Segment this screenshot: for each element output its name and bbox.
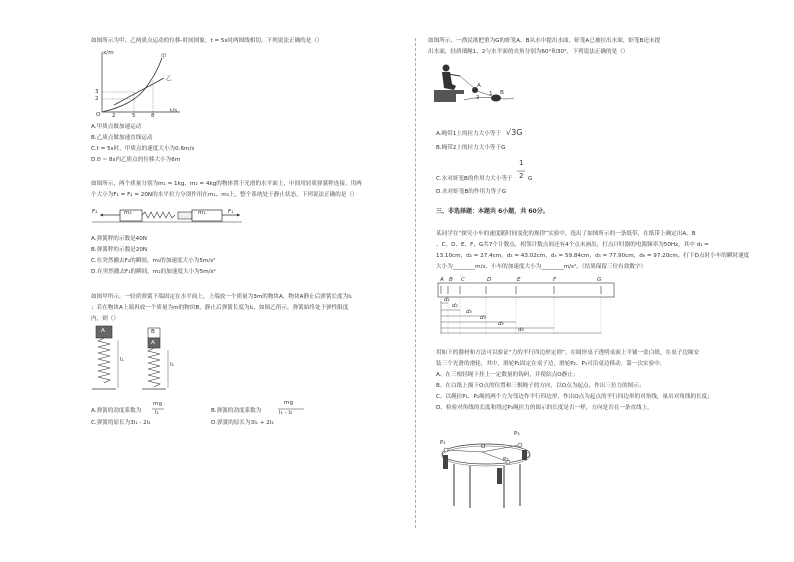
q6-step-d: D、检验对角线的长度和绕过P₃绳拉力的图示的长度是否一样，方向是否在一条直线上。 — [436, 405, 653, 411]
q1-tick-x2: 5 — [132, 113, 136, 119]
q6-step-c: C、以绳拉P₁、P₂绳的两个力为邻边作平行四边形，作出O点为起点的平行四边形的对角线，量出对角线的长度； — [436, 394, 713, 400]
q2-fig-f2: F₂ — [92, 209, 98, 215]
q4-option-c-numerator: 1 — [519, 159, 524, 167]
tape-d5: d₅ — [498, 321, 504, 327]
section-heading: 三、非选择题：本题共 6小题，共 60分。 — [436, 208, 549, 215]
tape-label-c: C — [461, 277, 465, 283]
q4-stem-line2: 出水面，轻质细绳1、2与水平面的夹角分别为60°和30°，下列说法正确的是（） — [428, 49, 629, 55]
q3-option-a: A.弹簧的劲度系数为 — [91, 408, 142, 414]
q4-fig-a: A — [477, 83, 481, 89]
tape-d4: d₄ — [480, 315, 486, 321]
q2-fig-f1: F₁ — [228, 209, 234, 215]
tape-d3: d₃ — [466, 309, 472, 315]
q1-tick-y2: 2 — [95, 96, 99, 102]
q6-table-figure — [436, 430, 536, 510]
q2-stem-line1: 如图所示，两个质量分别为m₁ = 1kg、m₂ = 4kg的物体置于光滑的水平面上，中间用轻质弹簧秤连接。用两 — [91, 181, 362, 187]
q1-option-b: B.乙质点做加速直线运动 — [91, 135, 153, 141]
q4-option-c-g: G — [528, 176, 533, 182]
q4-option-a-value: √3G — [506, 128, 523, 137]
q2-fig-m2: m₂ — [124, 210, 132, 216]
q4-option-c-denominator: 2 — [519, 172, 524, 180]
tape-label-e: E — [517, 277, 521, 283]
tape-label-f: F — [553, 277, 557, 283]
q4-stem-line1: 如图所示，一渔民欲把重为G的虾笼A、B从水中提出水面，虾笼A已被拉出水面，虾笼B还未提 — [428, 38, 661, 44]
q3-option-a-numerator: mg — [153, 401, 162, 407]
q2-stem-line2: 个大小为F₁ = F₂ = 20N的水平拉力分别作用在m₁、m₂上，整个系统处于静止状态，下列说法正确的是（） — [91, 192, 358, 198]
q3-fig-l2: l₂ — [170, 362, 174, 368]
q3-option-d: D.弹簧的原长为3l₁ + 2l₂ — [211, 420, 274, 426]
q3-fig-b: B — [151, 329, 155, 335]
q2-option-d: D.在突然撤去F₁的瞬间，m₂的加速度大小为5m/s² — [91, 269, 216, 275]
q1-option-c: C.t = 5s时，甲质点的速度大小为0.6m/s — [91, 146, 195, 152]
q1-origin: O — [96, 112, 101, 118]
q2-option-b: B.弹簧秤的示数是20N — [91, 247, 148, 253]
q3-option-c: C.弹簧的原长为3l₁ - 2l₂ — [91, 420, 151, 426]
q5-stem-line2: 、C、D、E、F、G共7个计数点，相邻计数点间还有4个点未画出，打点计时器的电源频率为50Hz，其中 d₁ = — [436, 242, 709, 248]
q1-y-axis-label: x/m — [103, 50, 114, 56]
q5-stem-line4: 大小为________m/s，小车的加速度大小为________m/s²。（结果保留三位有效数字） — [436, 264, 647, 270]
q3-option-b: B.弹簧的劲度系数为 — [211, 408, 262, 414]
q1-tick-x3: 8 — [151, 113, 155, 119]
tape-label-b: B — [449, 277, 453, 283]
q6-fig-o: O — [481, 444, 486, 450]
q4-option-d: D.水对虾笼B的作用力等于G — [436, 189, 507, 195]
q4-option-a: A.绳带1上的拉力大小等于 — [436, 131, 502, 137]
q6-step-a: A、在三根轻绳下挂上一定数量的钩码，并使结点O静止； — [436, 372, 579, 378]
q3-fig-a2: A — [151, 340, 155, 346]
q5-stem-line3: 13.10cm，d₂ = 27.4cm，d₃ = 43.02cm，d₄ = 59.84cm，d₅ = 77.90cm，d₆ = 97.20cm，打下D点时小车的瞬时速度 — [436, 253, 750, 259]
q2-fig-m1: m₁ — [198, 210, 206, 216]
tape-d1: d₁ — [444, 297, 450, 303]
q2-option-a: A.弹簧秤的示数是40N — [91, 236, 147, 242]
q5-stem-line1: 某同学在“探究小车的速度随时间变化的规律”实验中，选出了如图所示的一条纸带，在纸带上确定出A、B — [436, 231, 696, 237]
column-divider — [415, 38, 416, 528]
tape-label-g: G — [597, 277, 602, 283]
q1-stem: 如图所示为甲、乙两质点运动的位移-时间图象，t = 5s时两图线相切，下列说法正确的是（） — [91, 38, 323, 44]
q1-tick-y1: 3 — [95, 89, 99, 95]
q3-option-b-numerator: mg — [284, 400, 293, 406]
q4-fisherman-figure — [434, 60, 514, 110]
q4-fig-b: B — [500, 90, 504, 96]
q6-fig-p1: P₁ — [440, 440, 446, 446]
q3-spring-figure — [92, 326, 182, 406]
q1-option-a: A.甲质点做加速运动 — [91, 124, 142, 130]
q6-stem-line2: 装三个光滑的滑轮，其中，滑轮P₁固定在桌子边，滑轮P₂、P₃可沿桌边移动。第一次实验中， — [436, 361, 666, 367]
q4-option-c: C.水对虾笼B的作用力大小等于 — [436, 176, 513, 182]
q3-stem-line2: ；若在物块A上端再放一个质量为m的物块B，静止后弹簧长度为l₂，如图乙所示。弹簧始终处于弹性限度 — [91, 305, 349, 311]
q6-fig-p2: P₂ — [514, 431, 520, 437]
q4-fig-n1: 1 — [489, 91, 493, 97]
q5-tape-figure — [436, 278, 616, 340]
tape-d6: d₆ — [518, 327, 524, 333]
q3-option-a-denominator: l₁ — [155, 410, 159, 416]
tape-label-d: D — [487, 277, 492, 283]
tape-label-a: A — [440, 277, 444, 283]
q2-spring-figure — [92, 208, 242, 224]
q4-fig-n2: 2 — [476, 95, 480, 101]
q6-stem-line1: 用如下的器材和方法可以验证“力的平行四边形定则”。在圆形桌子透明桌面上平铺一张白纸，在桌子边缘安 — [436, 350, 700, 356]
q3-stem-line1: 如图甲所示，一轻质弹簧下端固定在水平面上，上端放一个质量为3m的物块A，物块A静止后弹簧长度为l₁ — [91, 294, 352, 300]
q1-x-axis-label: t/s — [170, 108, 177, 114]
q3-fig-l1: l₁ — [120, 357, 124, 363]
q2-option-c: C.在突然撤去F₂的瞬间，m₁的加速度大小为5m/s² — [91, 258, 216, 264]
q4-option-b: B.绳带2上的拉力大小等于G — [436, 145, 506, 151]
q6-fig-p3: P₃ — [503, 457, 509, 463]
q1-curve-b-label: 乙 — [166, 76, 172, 82]
q3-stem-line3: 内，则（） — [91, 316, 119, 322]
tape-d2: d₂ — [452, 303, 458, 309]
q3-option-b-denominator: l₁ - l₂ — [279, 410, 293, 416]
q1-curve-a-label: 甲 — [161, 54, 167, 60]
q6-step-b: B、在白纸上描下O点的位置和三根绳子的方向，以O点为起点，作出三拉力的图示； — [436, 383, 645, 389]
q1-xt-graph — [92, 50, 182, 120]
q1-option-d: D.0 ~ 8s内乙质点的位移大小为6m — [91, 157, 181, 163]
q3-fig-a1: A — [101, 328, 105, 334]
q1-tick-x1: 2 — [112, 113, 116, 119]
